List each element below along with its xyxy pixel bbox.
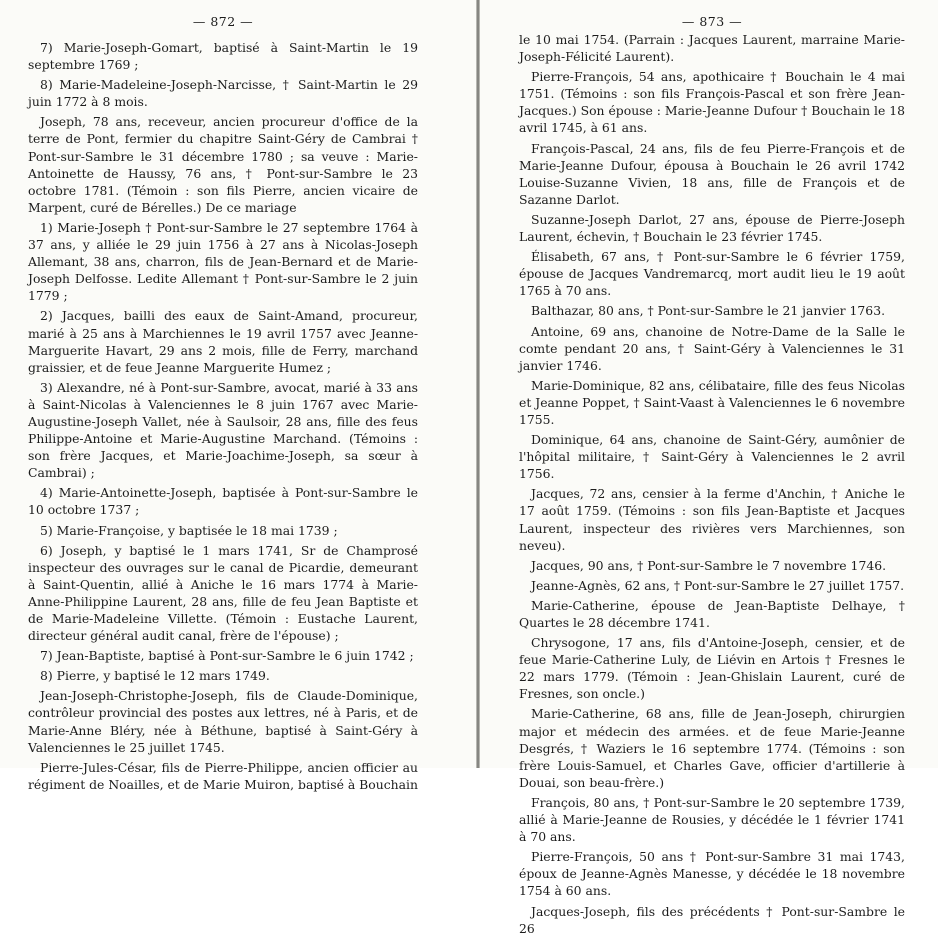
paragraph: 2) Jacques, bailli des eaux de Saint-Amand, procureur, marié à 25 ans à Marchiennes le 19 avril 1757 avec Jeanne-Marguerite Havart, 29 ans 2 mois, fille de Ferry, marchand graissier, et de feue Jeanne Marguerite Humez ;: [28, 308, 418, 375]
paragraph: Dominique, 64 ans, chanoine de Saint-Géry, aumônier de l'hôpital militaire, † Saint-Géry à Valenciennes le 2 avril 1756.: [519, 432, 905, 482]
paragraph: Pierre-François, 50 ans † Pont-sur-Sambre 31 mai 1743, époux de Jeanne-Agnès Manesse, y décédée le 18 novembre 1754 à 60 ans.: [519, 849, 905, 899]
paragraph: Joseph, 78 ans, receveur, ancien procureur d'office de la terre de Pont, fermier du chapitre Saint-Géry de Cambrai † Pont-sur-Sambre le 31 décembre 1780 ; sa veuve : Marie-Antoinette de Haussy, 76 ans, † Pont-sur-Sambre le 23 octobre 1781. (Témoin : son fils Pierre, ancien vicaire de Marpent, curé de Bérelles.) De ce mariage: [28, 114, 418, 215]
paragraph: François-Pascal, 24 ans, fils de feu Pierre-François et de Marie-Jeanne Dufour, épousa à Bouchain le 26 avril 1742 Louise-Suzanne Vivien, 18 ans, fille de François et de Sazanne Darlot.: [519, 140, 905, 207]
paragraph: 5) Marie-Françoise, y baptisée le 18 mai 1739 ;: [40, 522, 338, 538]
paragraph: Pierre-Jules-César, fils de Pierre-Philippe, ancien officier au régiment de Noailles, et de Marie Muiron, baptisé à Bouchain: [28, 759, 418, 792]
paragraph: 7) Jean-Baptiste, baptisé à Pont-sur-Sambre le 6 juin 1742 ;: [40, 648, 414, 664]
paragraph: 3) Alexandre, né à Pont-sur-Sambre, avocat, marié à 33 ans à Saint-Nicolas à Valenciennes le 8 juin 1767 avec Marie-Augustine-Joseph Vallet, née à Saulsoir, 28 ans, fille des feus Philippe-Antoine et Marie-Augustine Marchand. (Témoins : son frère Jacques, et Marie-Joachime-Joseph, sa sœur à Cambrai) ;: [28, 379, 418, 481]
paragraph: François, 80 ans, † Pont-sur-Sambre le 20 septembre 1739, allié à Marie-Jeanne de Rousies, y décédée le 1 février 1741 à 70 ans.: [519, 794, 905, 845]
paragraph: 6) Joseph, y baptisé le 1 mars 1741, Sr de Champrosé inspecteur des ouvrages sur le canal de Picardie, demeurant à Saint-Quentin, allié à Aniche le 16 mars 1774 à Marie-Anne-Philippine Laurent, 28 ans, fille de feu Jean Baptiste et de Marie-Madeleine Villette. (Témoin : Eustache Laurent, directeur général audit canal, frère de l'épouse) ;: [28, 542, 418, 644]
paragraph: Jacques, 72 ans, censier à la ferme d'Anchin, † Aniche le 17 août 1759. (Témoins : son fils Jean-Baptiste et Jacques Laurent, inspecteur des rivières vers Marchiennes, son neveu).: [519, 486, 905, 553]
paragraph: Pierre-François, 54 ans, apothicaire † Bouchain le 4 mai 1751. (Témoins : son fils François-Pascal et son frère Jean-Jacques.) Son épouse : Marie-Jeanne Dufour † Bouchain le 18 avril 1745, à 61 ans.: [519, 69, 905, 136]
paragraph: 8) Marie-Madeleine-Joseph-Narcisse, † Saint-Martin le 29 juin 1772 à 8 mois.: [28, 77, 418, 110]
left-page: [28, 0, 418, 792]
paragraph: Jean-Joseph-Christophe-Joseph, fils de Claude-Dominique, contrôleur provincial des postes aux lettres, né à Paris, et de Marie-Anne Bléry, née à Béthune, baptisé à Saint-Géry à Valenciennes le 25 juillet 1745.: [28, 688, 418, 755]
paragraph: Marie-Dominique, 82 ans, célibataire, fille des feus Nicolas et Jeanne Poppet, † Saint-Vaast à Valenciennes le 6 novembre 1755.: [519, 377, 905, 427]
paragraph: Suzanne-Joseph Darlot, 27 ans, épouse de Pierre-Joseph Laurent, échevin, † Bouchain le 23 février 1745.: [519, 211, 905, 245]
paragraph: Balthazar, 80 ans, † Pont-sur-Sambre le 21 janvier 1763.: [531, 303, 886, 319]
paragraph: 8) Pierre, y baptisé le 12 mars 1749.: [40, 668, 270, 684]
paragraph: Marie-Catherine, épouse de Jean-Baptiste Delhaye, † Quartes le 28 décembre 1741.: [519, 597, 905, 630]
paragraph: 7) Marie-Joseph-Gomart, baptisé à Saint-Martin le 19 septembre 1769 ;: [28, 40, 418, 73]
paragraph: Chrysogone, 17 ans, fils d'Antoine-Joseph, censier, et de feue Marie-Catherine Luly, de Liévin en Artois † Fresnes le 22 mars 1779. (Témoin : Jean-Ghislain Laurent, curé de Fresnes, son oncle.): [519, 635, 905, 702]
paragraph: Élisabeth, 67 ans, † Pont-sur-Sambre le 6 février 1759, épouse de Jacques Vandremarcq, mort audit lieu le 19 août 1765 à 70 ans.: [519, 249, 905, 299]
right-page-number: — 873 —: [681, 14, 743, 29]
paragraph: 1) Marie-Joseph † Pont-sur-Sambre le 27 septembre 1764 à 37 ans, y alliée le 29 juin 1756 à 27 ans à Nicolas-Joseph Allemant, 38 ans, charron, fils de Jean-Bernard et de Marie-Joseph Delfosse. Ledite Allemant † Pont-sur-Sambre le 2 juin 1779 ;: [28, 219, 418, 304]
paragraph: 4) Marie-Antoinette-Joseph, baptisée à Pont-sur-Sambre le 10 octobre 1737 ;: [28, 485, 418, 518]
paragraph: Jeanne-Agnès, 62 ans, † Pont-sur-Sambre le 27 juillet 1757.: [531, 577, 905, 593]
book-gutter: [476, 0, 480, 768]
paragraph: Jacques, 90 ans, † Pont-sur-Sambre le 7 novembre 1746.: [531, 557, 887, 573]
paragraph: Antoine, 69 ans, chanoine de Notre-Dame de la Salle le comte pendant 20 ans, † Saint-Géry à Valenciennes le 31 janvier 1746.: [519, 323, 905, 373]
paragraph: le 10 mai 1754. (Parrain : Jacques Laurent, marraine Marie-Joseph-Félicité Laurent).: [519, 32, 905, 65]
right-page: [519, 0, 905, 936]
paragraph: Marie-Catherine, 68 ans, fille de Jean-Joseph, chirurgien major et médecin des armées. et de feue Marie-Jeanne Desgrés, † Waziers le 16 septembre 1774. (Témoins : son frère Louis-Samuel, et Charles Gave, officier d'artillerie à Douai, son beau-frère.): [519, 706, 905, 790]
left-page-number: — 872 —: [192, 14, 254, 29]
paragraph: Jacques-Joseph, fils des précédents † Pont-sur-Sambre le 26: [519, 903, 905, 936]
